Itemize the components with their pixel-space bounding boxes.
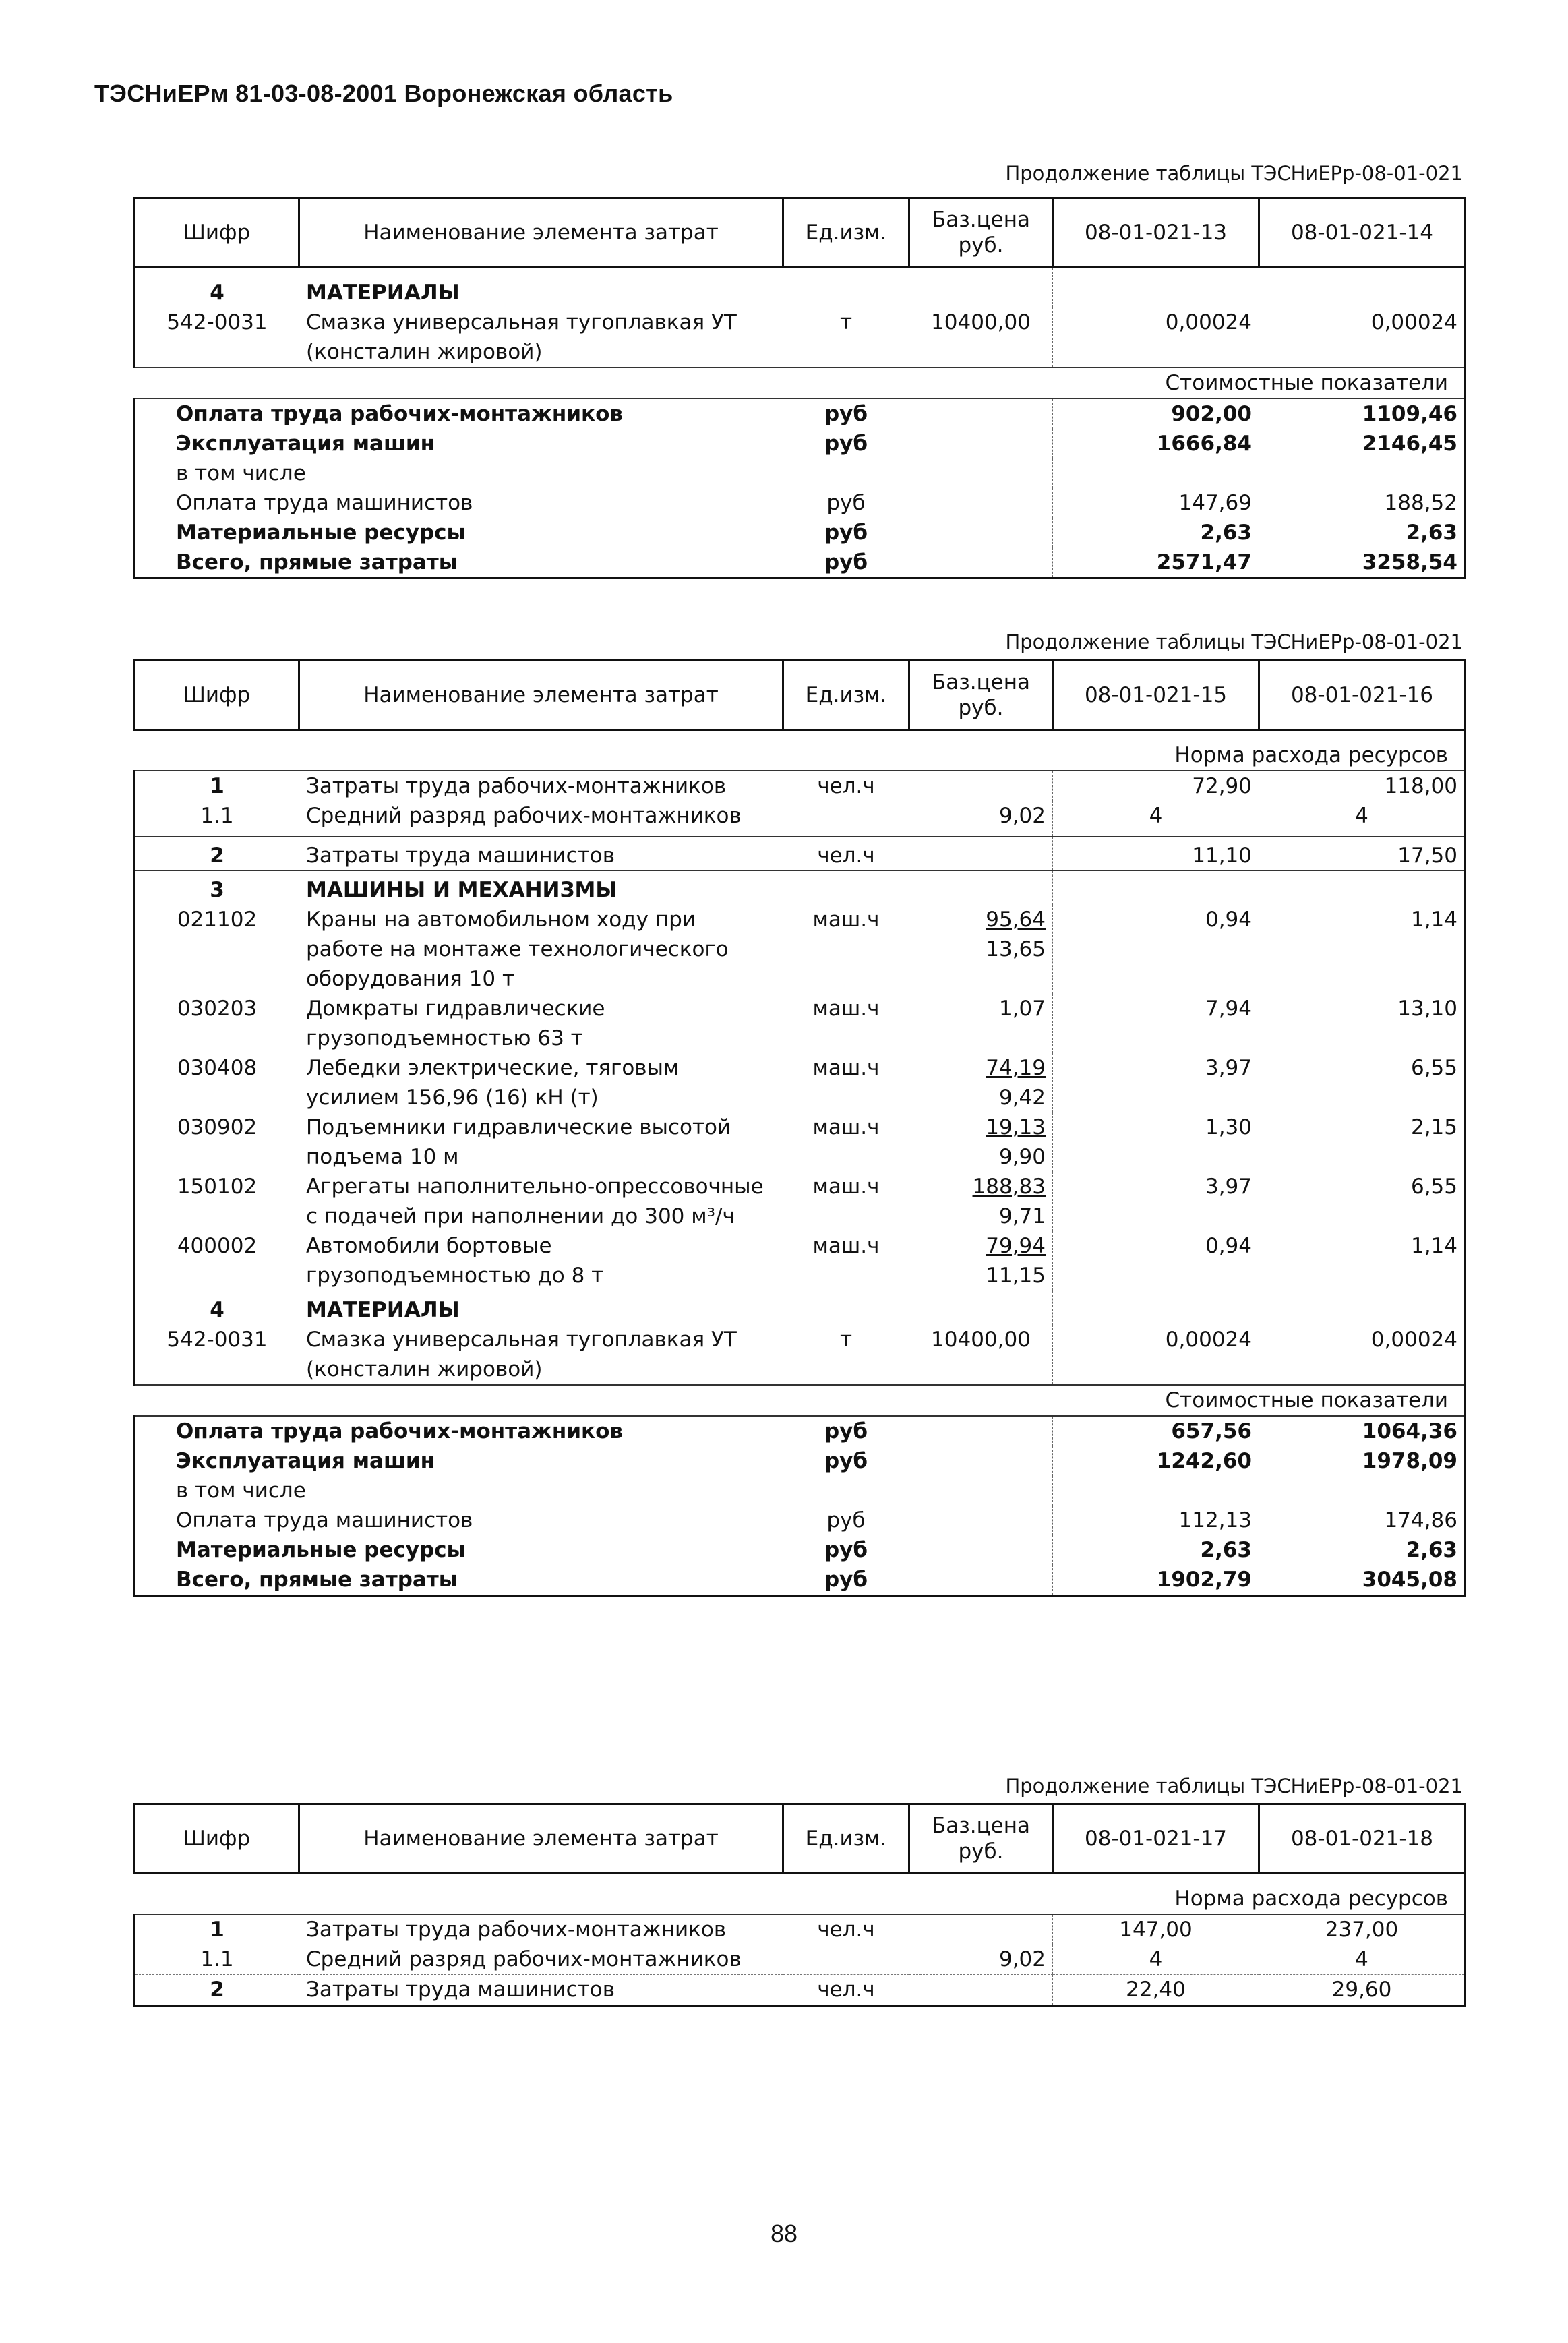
table-caption: Продолжение таблицы ТЭСНиЕРр-08-01-021 [1005,162,1463,185]
row-name: Затраты труда рабочих-монтажников [299,1914,783,1945]
document-title: ТЭСНиЕРм 81-03-08-2001 Воронежская область [94,80,673,107]
row-name: Смазка универсальная тугоплавкая УТ (консталин жировой) [299,307,783,367]
row-value-2: 0,00024 [1259,1325,1466,1385]
cost-price [909,1416,1053,1446]
table-row [135,307,1466,367]
price-main: 188,83 [972,1175,1046,1199]
row-value-2: 1,14 [1259,905,1466,994]
norm-band-row [135,730,1466,771]
cost-name: Оплата труда рабочих-монтажников [135,398,783,429]
cost-name: Материальные ресурсы [135,1535,783,1565]
cost-value-1: 112,13 [1053,1506,1259,1535]
header-name: Наименование элемента затрат [299,1804,783,1874]
row-code: 4 [135,268,299,308]
row-value-1: 4 [1053,801,1259,837]
row-unit: маш.ч [783,994,909,1053]
row-unit [783,268,909,308]
cost-row [135,429,1466,458]
row-value-2: 29,60 [1259,1975,1466,2006]
norm-band-label: Норма расхода ресурсов [135,730,1466,771]
cost-value-2: 3045,08 [1259,1565,1466,1596]
cost-unit: руб [783,488,909,518]
row-code: 3 [135,871,299,906]
header-col-15: 08-01-021-15 [1053,661,1259,730]
cost-price [909,488,1053,518]
row-value-1: 3,97 [1053,1053,1259,1113]
table-row [135,1291,1466,1326]
cost-price [909,429,1053,458]
cost-row [135,488,1466,518]
row-name: МАТЕРИАЛЫ [299,1291,783,1326]
row-unit: чел.ч [783,837,909,871]
cost-row [135,398,1466,429]
row-value-1: 0,94 [1053,1231,1259,1291]
row-value-1 [1053,1291,1259,1326]
row-unit: чел.ч [783,1914,909,1945]
row-code: 1 [135,771,299,801]
cost-row [135,1565,1466,1596]
row-value-2 [1259,1291,1466,1326]
cost-unit: руб [783,1446,909,1476]
table-row [135,1945,1466,1975]
row-code: 030203 [135,994,299,1053]
row-price: 10400,00 [909,1325,1053,1385]
table-caption: Продолжение таблицы ТЭСНиЕРр-08-01-021 [1005,630,1463,653]
header-price: Баз.цена руб. [909,1804,1053,1874]
row-value-2: 6,55 [1259,1172,1466,1231]
row-value-2: 0,00024 [1259,307,1466,367]
cost-price [909,1446,1053,1476]
cost-name: Оплата труда рабочих-монтажников [135,1416,783,1446]
cost-row [135,1535,1466,1565]
row-value-2: 13,10 [1259,994,1466,1053]
table-row [135,994,1466,1053]
table-header-row [135,1804,1466,1874]
cost-price [909,1565,1053,1596]
cost-value-1: 1666,84 [1053,429,1259,458]
cost-value-1: 1242,60 [1053,1446,1259,1476]
cost-value-2: 3258,54 [1259,547,1466,579]
header-unit: Ед.изм. [783,1804,909,1874]
header-code: Шифр [135,1804,299,1874]
header-code: Шифр [135,661,299,730]
cost-unit: руб [783,1506,909,1535]
row-name: Домкраты гидравлические грузоподъемностью 63 т [299,994,783,1053]
row-value-1: 4 [1053,1945,1259,1975]
cost-row [135,547,1466,579]
table-row [135,1113,1466,1172]
table-row [135,905,1466,994]
cost-price [909,1506,1053,1535]
row-code: 1.1 [135,1945,299,1975]
row-unit [783,801,909,837]
row-name: Агрегаты наполнительно-опрессовочные с подачей при наполнении до 300 м³/ч [299,1172,783,1231]
header-col-17: 08-01-021-17 [1053,1804,1259,1874]
row-price [909,871,1053,906]
row-name: МАТЕРИАЛЫ [299,268,783,308]
cost-name: Материальные ресурсы [135,518,783,547]
cost-name: Эксплуатация машин [135,429,783,458]
row-value-1: 11,10 [1053,837,1259,871]
cost-price [909,547,1053,579]
row-name: Средний разряд рабочих-монтажников [299,801,783,837]
row-code: 030902 [135,1113,299,1172]
row-unit [783,1291,909,1326]
table-row [135,801,1466,837]
cost-value-2: 1978,09 [1259,1446,1466,1476]
cost-value-2 [1259,458,1466,488]
row-price [909,1975,1053,2006]
row-price [909,837,1053,871]
cost-unit [783,458,909,488]
row-price [909,1914,1053,1945]
row-value-1: 1,30 [1053,1113,1259,1172]
price-main: 74,19 [986,1056,1046,1080]
row-unit: маш.ч [783,1172,909,1231]
row-unit: маш.ч [783,1231,909,1291]
row-name: Автомобили бортовые грузоподъемностью до 8 т [299,1231,783,1291]
row-price: 10400,00 [909,307,1053,367]
cost-row [135,458,1466,488]
row-price [909,1172,1053,1231]
cost-name: Оплата труда машинистов [135,488,783,518]
row-unit: маш.ч [783,905,909,994]
row-value-2: 6,55 [1259,1053,1466,1113]
row-unit: чел.ч [783,771,909,801]
cost-value-2: 1109,46 [1259,398,1466,429]
table-row [135,1325,1466,1385]
row-value-1: 7,94 [1053,994,1259,1053]
cost-unit [783,1476,909,1506]
header-col-13: 08-01-021-13 [1053,198,1259,268]
header-name: Наименование элемента затрат [299,661,783,730]
table-header-row [135,198,1466,268]
table-caption: Продолжение таблицы ТЭСНиЕРр-08-01-021 [1005,1775,1463,1798]
cost-value-2 [1259,1476,1466,1506]
row-value-1: 72,90 [1053,771,1259,801]
price-wage: 13,65 [986,937,1046,961]
row-name: Средний разряд рабочих-монтажников [299,1945,783,1975]
cost-value-1: 1902,79 [1053,1565,1259,1596]
table-row [135,837,1466,871]
cost-price [909,398,1053,429]
cost-value-1: 2,63 [1053,518,1259,547]
cost-row [135,1446,1466,1476]
row-value-1 [1053,871,1259,906]
row-price: 1,07 [909,994,1053,1053]
row-unit [783,1945,909,1975]
cost-value-2: 174,86 [1259,1506,1466,1535]
row-code: 1.1 [135,801,299,837]
row-unit [783,871,909,906]
row-price [909,1291,1053,1326]
cost-unit: руб [783,429,909,458]
estimate-table-1 [133,197,1466,579]
header-col-18: 08-01-021-18 [1259,1804,1466,1874]
row-name: МАШИНЫ И МЕХАНИЗМЫ [299,871,783,906]
cost-price [909,518,1053,547]
price-main: 19,13 [986,1115,1046,1139]
cost-unit: руб [783,547,909,579]
cost-value-1: 2,63 [1053,1535,1259,1565]
header-unit: Ед.изм. [783,661,909,730]
cost-unit: руб [783,1416,909,1446]
row-unit: маш.ч [783,1053,909,1113]
cost-value-1: 657,56 [1053,1416,1259,1446]
cost-row [135,518,1466,547]
row-value-1 [1053,268,1259,308]
row-unit: маш.ч [783,1113,909,1172]
header-price: Баз.цена руб. [909,198,1053,268]
page-number: 88 [770,2220,798,2247]
row-code: 1 [135,1914,299,1945]
header-name: Наименование элемента затрат [299,198,783,268]
header-col-14: 08-01-021-14 [1259,198,1466,268]
row-code: 2 [135,837,299,871]
cost-name: Оплата труда машинистов [135,1506,783,1535]
cost-value-2: 2146,45 [1259,429,1466,458]
header-col-16: 08-01-021-16 [1259,661,1466,730]
cost-row [135,1416,1466,1446]
row-value-2 [1259,871,1466,906]
cost-price [909,1535,1053,1565]
row-price: 9,02 [909,1945,1053,1975]
row-value-2: 237,00 [1259,1914,1466,1945]
cost-price [909,1476,1053,1506]
cost-band-label: Стоимостные показатели [135,1385,1466,1416]
row-value-2: 118,00 [1259,771,1466,801]
row-value-1: 0,94 [1053,905,1259,994]
row-name: Затраты труда машинистов [299,837,783,871]
price-wage: 9,71 [998,1204,1046,1228]
row-name: Смазка универсальная тугоплавкая УТ (консталин жировой) [299,1325,783,1385]
cost-band-row [135,1385,1466,1416]
row-name: Затраты труда машинистов [299,1975,783,2006]
row-price [909,1053,1053,1113]
table-header-row [135,661,1466,730]
cost-row [135,1506,1466,1535]
row-value-2: 1,14 [1259,1231,1466,1291]
cost-name: Всего, прямые затраты [135,547,783,579]
cost-band-label: Стоимостные показатели [135,367,1466,398]
row-unit: т [783,307,909,367]
cost-unit: руб [783,1565,909,1596]
table-row [135,1053,1466,1113]
row-code: 542-0031 [135,307,299,367]
row-code: 150102 [135,1172,299,1231]
row-value-1: 147,00 [1053,1914,1259,1945]
table-row [135,1172,1466,1231]
row-value-1: 0,00024 [1053,1325,1259,1385]
row-code: 030408 [135,1053,299,1113]
row-unit: т [783,1325,909,1385]
table-row [135,1231,1466,1291]
row-value-1: 3,97 [1053,1172,1259,1231]
cost-value-1: 2571,47 [1053,547,1259,579]
row-value-1: 22,40 [1053,1975,1259,2006]
cost-row [135,1476,1466,1506]
table-row [135,771,1466,801]
cost-value-2: 2,63 [1259,1535,1466,1565]
header-price: Баз.цена руб. [909,661,1053,730]
cost-price [909,458,1053,488]
row-price: 9,02 [909,801,1053,837]
price-main: 79,94 [986,1234,1046,1258]
header-unit: Ед.изм. [783,198,909,268]
price-wage: 11,15 [986,1264,1046,1288]
row-code: 542-0031 [135,1325,299,1385]
row-code: 400002 [135,1231,299,1291]
row-name: Лебедки электрические, тяговым усилием 156,96 (16) кН (т) [299,1053,783,1113]
row-code: 021102 [135,905,299,994]
row-price [909,771,1053,801]
norm-band-label: Норма расхода ресурсов [135,1874,1466,1915]
price-wage: 9,90 [998,1145,1046,1169]
cost-unit: руб [783,398,909,429]
row-code: 4 [135,1291,299,1326]
cost-band-row [135,367,1466,398]
estimate-table-3 [133,1803,1466,2007]
cost-value-1 [1053,1476,1259,1506]
row-value-2 [1259,268,1466,308]
row-value-2: 4 [1259,801,1466,837]
row-name: Затраты труда рабочих-монтажников [299,771,783,801]
table-row [135,1975,1466,2006]
cost-value-2: 188,52 [1259,488,1466,518]
row-price [909,905,1053,994]
cost-name: Эксплуатация машин [135,1446,783,1476]
norm-band-row [135,1874,1466,1915]
row-value-2: 17,50 [1259,837,1466,871]
cost-value-1: 147,69 [1053,488,1259,518]
cost-name: в том числе [135,1476,783,1506]
price-wage: 9,42 [998,1086,1046,1110]
cost-value-1 [1053,458,1259,488]
cost-name: в том числе [135,458,783,488]
table-row [135,1914,1466,1945]
cost-value-2: 2,63 [1259,518,1466,547]
row-unit: чел.ч [783,1975,909,2006]
estimate-table-2 [133,659,1466,1597]
row-name: Краны на автомобильном ходу при работе на монтаже технологического оборудования 10 т [299,905,783,994]
row-price [909,1231,1053,1291]
cost-value-1: 902,00 [1053,398,1259,429]
row-value-1: 0,00024 [1053,307,1259,367]
price-main: 95,64 [986,908,1046,932]
row-value-2: 4 [1259,1945,1466,1975]
cost-unit: руб [783,518,909,547]
cost-name: Всего, прямые затраты [135,1565,783,1596]
row-value-2: 2,15 [1259,1113,1466,1172]
row-code: 2 [135,1975,299,2006]
row-price [909,1113,1053,1172]
table-row [135,871,1466,906]
cost-value-2: 1064,36 [1259,1416,1466,1446]
header-code: Шифр [135,198,299,268]
row-name: Подъемники гидравлические высотой подъема 10 м [299,1113,783,1172]
table-row [135,268,1466,308]
row-price [909,268,1053,308]
cost-unit: руб [783,1535,909,1565]
